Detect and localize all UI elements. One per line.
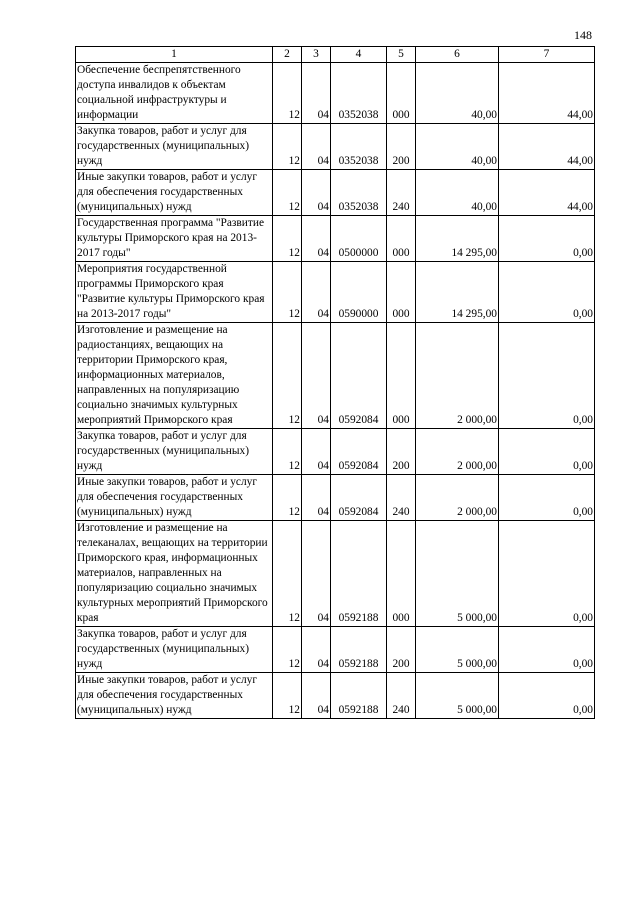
- row-name: Изготовление и размещение на радиостанциях, вещающих на территории Приморского края, информационных материалов, направленных на популяризацию социально значимых культурных мероприятий Приморского края: [76, 323, 273, 429]
- header-col-1: 1: [76, 47, 273, 63]
- row-amount-1: 5 000,00: [416, 673, 499, 719]
- row-subsection: 04: [302, 475, 331, 521]
- row-expense-type: 000: [387, 323, 416, 429]
- row-amount-2: 0,00: [499, 627, 595, 673]
- row-subsection: 04: [302, 170, 331, 216]
- row-target-article: 0592084: [331, 475, 387, 521]
- table-row: [76, 262, 595, 323]
- header-row: [76, 47, 595, 63]
- row-target-article: 0592084: [331, 429, 387, 475]
- row-expense-type: 000: [387, 216, 416, 262]
- row-name: Закупка товаров, работ и услуг для государственных (муниципальных) нужд: [76, 124, 273, 170]
- row-amount-2: 0,00: [499, 673, 595, 719]
- table-row: [76, 124, 595, 170]
- row-target-article: 0590000: [331, 262, 387, 323]
- row-section: 12: [273, 262, 302, 323]
- row-name: Иные закупки товаров, работ и услуг для обеспечения государственных (муниципальных) нужд: [76, 170, 273, 216]
- row-target-article: 0352038: [331, 170, 387, 216]
- row-section: 12: [273, 627, 302, 673]
- header-col-3: 3: [302, 47, 331, 63]
- row-target-article: 0352038: [331, 63, 387, 124]
- table-row: [76, 475, 595, 521]
- row-target-article: 0592188: [331, 627, 387, 673]
- row-subsection: 04: [302, 216, 331, 262]
- row-section: 12: [273, 323, 302, 429]
- header-col-5: 5: [387, 47, 416, 63]
- row-amount-1: 2 000,00: [416, 475, 499, 521]
- row-expense-type: 000: [387, 521, 416, 627]
- row-section: 12: [273, 521, 302, 627]
- row-amount-1: 40,00: [416, 63, 499, 124]
- row-amount-1: 14 295,00: [416, 216, 499, 262]
- row-subsection: 04: [302, 262, 331, 323]
- row-amount-1: 14 295,00: [416, 262, 499, 323]
- row-amount-2: 0,00: [499, 521, 595, 627]
- row-name: Иные закупки товаров, работ и услуг для обеспечения государственных (муниципальных) нужд: [76, 673, 273, 719]
- page-number: 148: [574, 28, 592, 42]
- row-amount-2: 0,00: [499, 475, 595, 521]
- row-subsection: 04: [302, 124, 331, 170]
- row-target-article: 0500000: [331, 216, 387, 262]
- row-amount-2: 44,00: [499, 124, 595, 170]
- row-amount-2: 44,00: [499, 170, 595, 216]
- table-row: [76, 170, 595, 216]
- budget-table: [75, 46, 595, 719]
- row-subsection: 04: [302, 63, 331, 124]
- row-section: 12: [273, 475, 302, 521]
- row-name: Государственная программа "Развитие культуры Приморского края на 2013-2017 годы": [76, 216, 273, 262]
- row-amount-2: 0,00: [499, 429, 595, 475]
- row-section: 12: [273, 216, 302, 262]
- row-target-article: 0592084: [331, 323, 387, 429]
- table-row: [76, 429, 595, 475]
- row-section: 12: [273, 170, 302, 216]
- header-col-2: 2: [273, 47, 302, 63]
- row-amount-2: 0,00: [499, 323, 595, 429]
- row-subsection: 04: [302, 323, 331, 429]
- row-expense-type: 200: [387, 429, 416, 475]
- row-amount-1: 2 000,00: [416, 429, 499, 475]
- row-name: Закупка товаров, работ и услуг для государственных (муниципальных) нужд: [76, 429, 273, 475]
- row-amount-2: 0,00: [499, 216, 595, 262]
- table-row: [76, 673, 595, 719]
- row-amount-1: 2 000,00: [416, 323, 499, 429]
- row-subsection: 04: [302, 521, 331, 627]
- row-name: Иные закупки товаров, работ и услуг для обеспечения государственных (муниципальных) нужд: [76, 475, 273, 521]
- row-name: Обеспечение беспрепятственного доступа инвалидов к объектам социальной инфраструктуры и информации: [76, 63, 273, 124]
- row-expense-type: 240: [387, 475, 416, 521]
- row-section: 12: [273, 124, 302, 170]
- row-expense-type: 240: [387, 170, 416, 216]
- row-target-article: 0352038: [331, 124, 387, 170]
- table-row: [76, 63, 595, 124]
- table-row: [76, 323, 595, 429]
- row-expense-type: 200: [387, 124, 416, 170]
- row-section: 12: [273, 429, 302, 475]
- header-col-7: 7: [499, 47, 595, 63]
- row-name: Закупка товаров, работ и услуг для государственных (муниципальных) нужд: [76, 627, 273, 673]
- row-expense-type: 200: [387, 627, 416, 673]
- table-row: [76, 521, 595, 627]
- row-name: Мероприятия государственной программы Приморского края "Развитие культуры Приморского края на 2013-2017 годы": [76, 262, 273, 323]
- row-section: 12: [273, 673, 302, 719]
- row-amount-2: 44,00: [499, 63, 595, 124]
- row-expense-type: 240: [387, 673, 416, 719]
- row-amount-1: 5 000,00: [416, 627, 499, 673]
- row-name: Изготовление и размещение на телеканалах, вещающих на территории Приморского края, информационных материалов, направленных на популяризацию социально значимых культурных мероприятий Приморского края: [76, 521, 273, 627]
- row-subsection: 04: [302, 429, 331, 475]
- row-subsection: 04: [302, 627, 331, 673]
- row-expense-type: 000: [387, 262, 416, 323]
- table-row: [76, 627, 595, 673]
- row-amount-1: 5 000,00: [416, 521, 499, 627]
- row-amount-2: 0,00: [499, 262, 595, 323]
- row-expense-type: 000: [387, 63, 416, 124]
- row-target-article: 0592188: [331, 521, 387, 627]
- row-amount-1: 40,00: [416, 170, 499, 216]
- header-col-6: 6: [416, 47, 499, 63]
- header-col-4: 4: [331, 47, 387, 63]
- row-section: 12: [273, 63, 302, 124]
- table-row: [76, 216, 595, 262]
- row-target-article: 0592188: [331, 673, 387, 719]
- row-subsection: 04: [302, 673, 331, 719]
- row-amount-1: 40,00: [416, 124, 499, 170]
